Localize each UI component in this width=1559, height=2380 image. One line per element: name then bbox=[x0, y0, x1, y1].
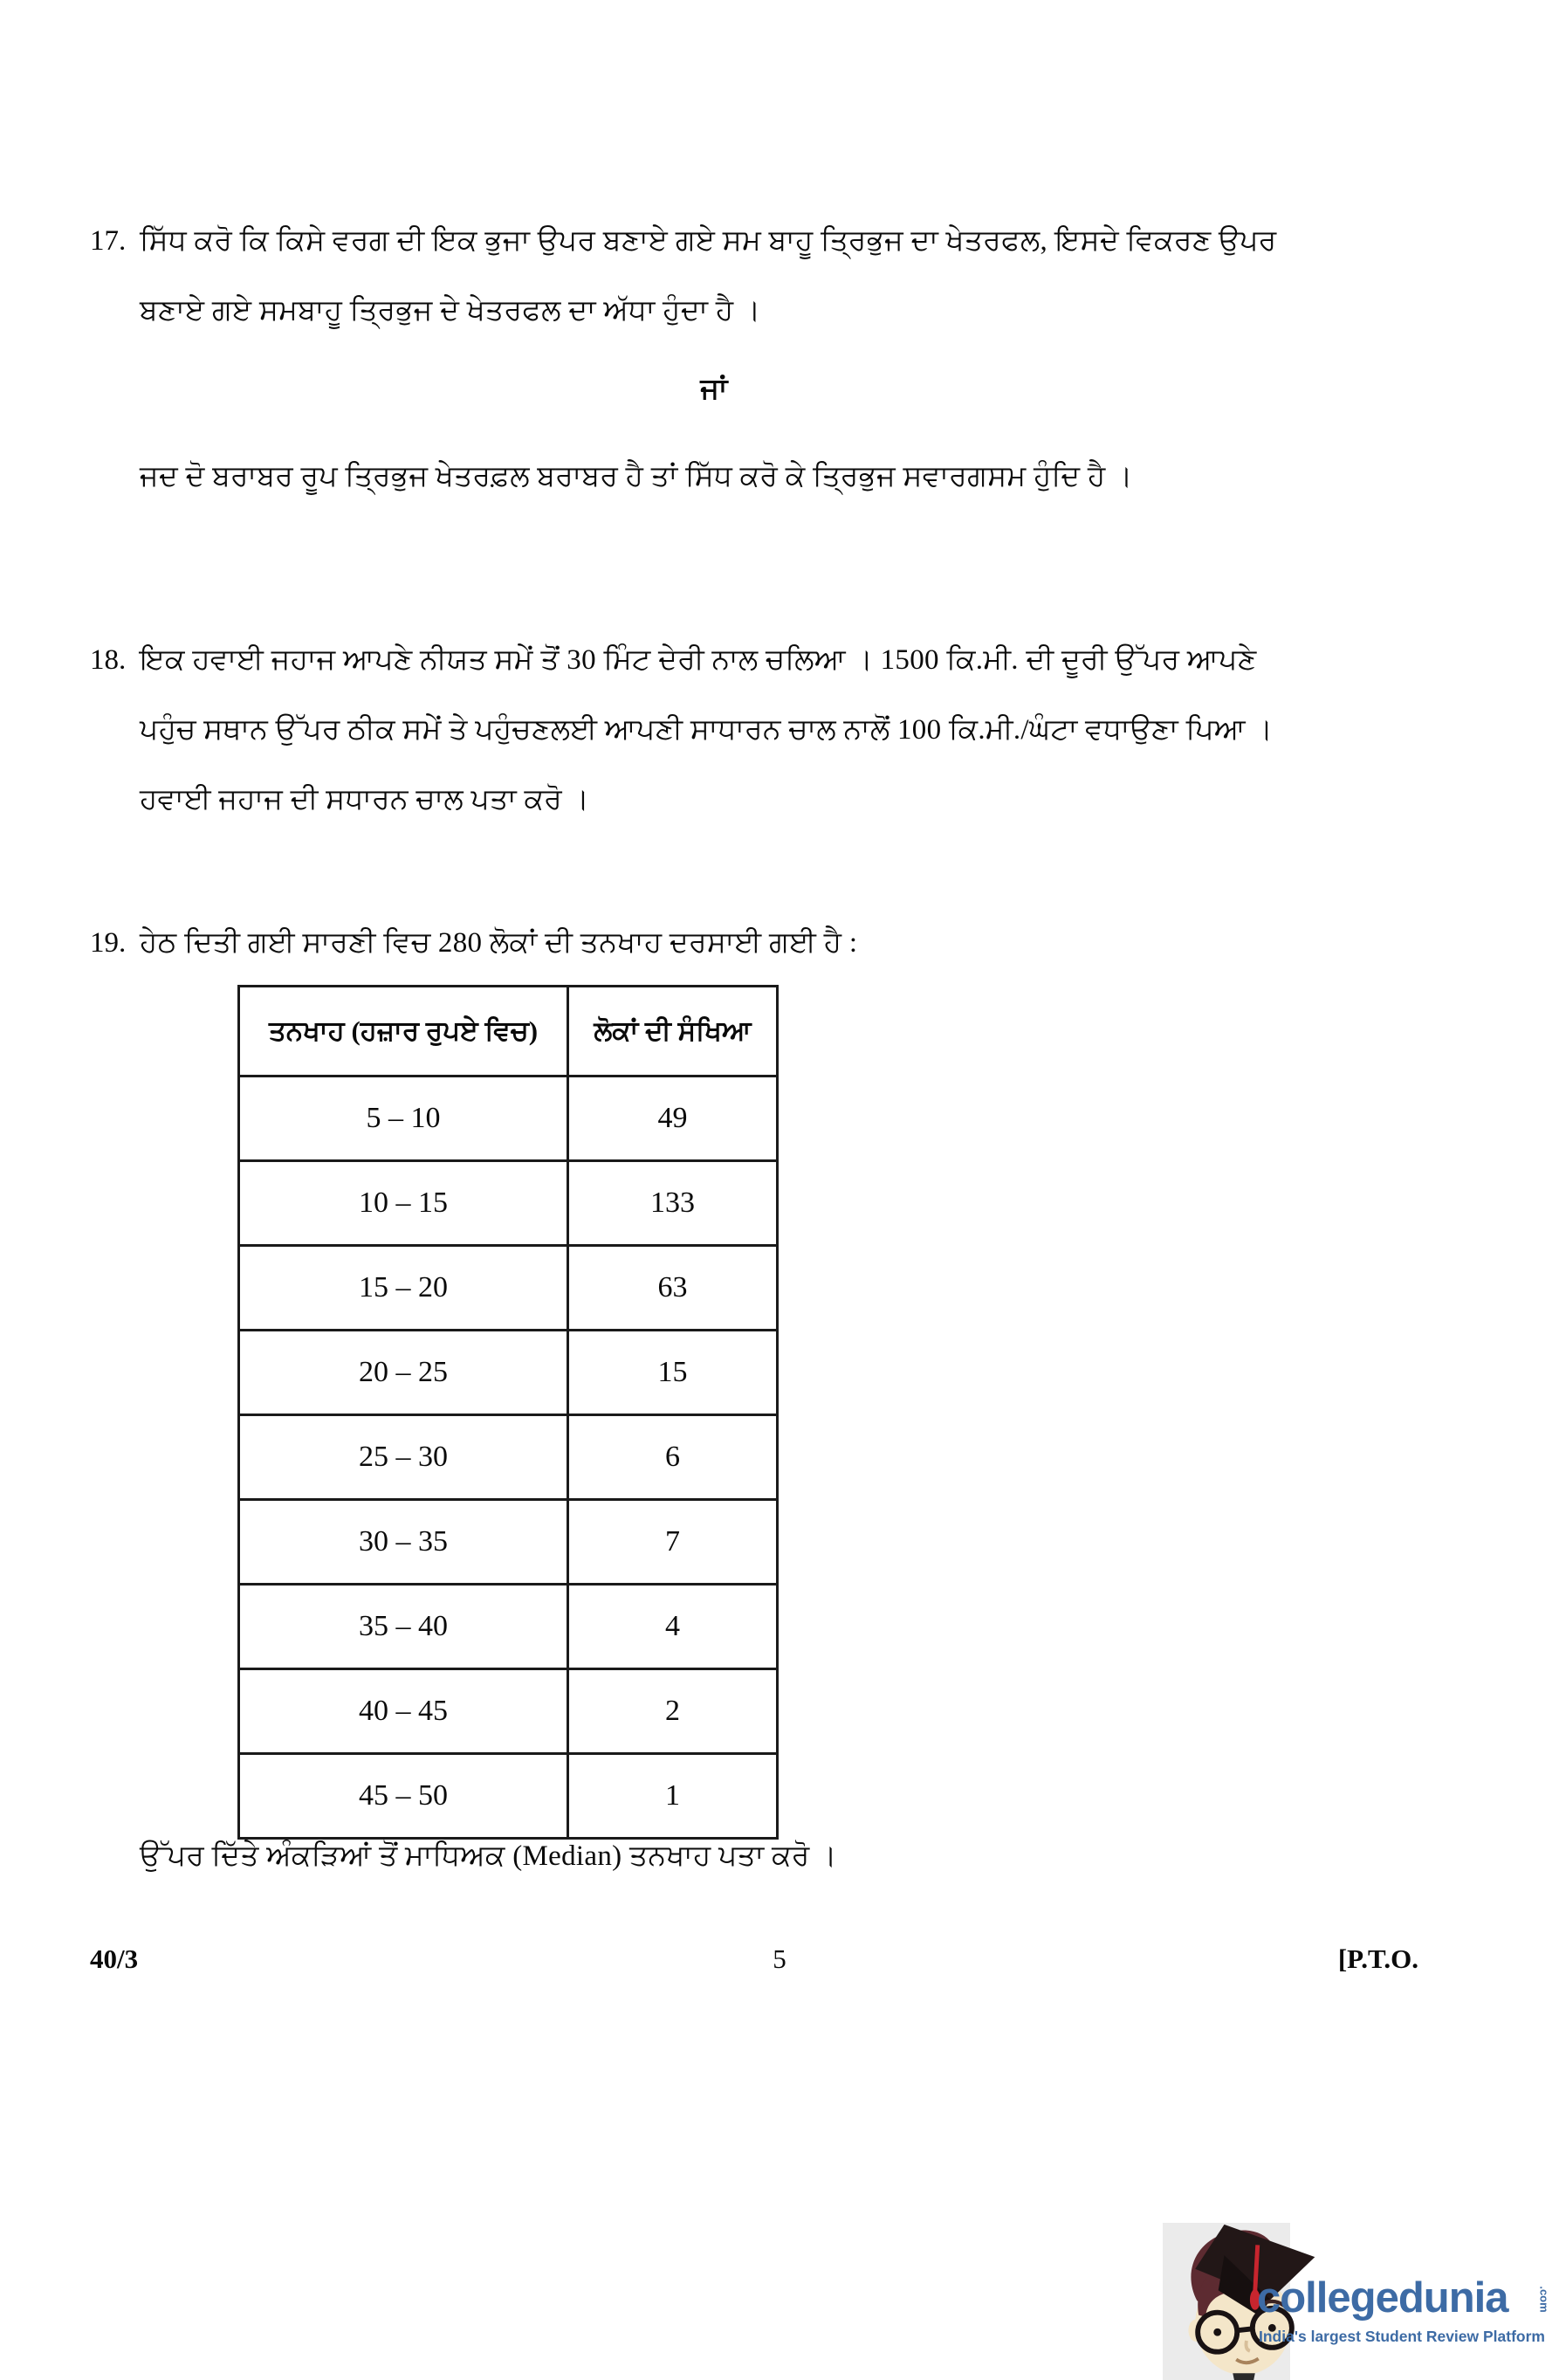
salary-range-cell: 35 – 40 bbox=[239, 1585, 568, 1669]
question-18-number: 18. bbox=[90, 644, 127, 676]
question-19-line-1: ਹੇਠ ਦਿਤੀ ਗਈ ਸਾਰਣੀ ਵਿਚ 280 ਲੋਕਾਂ ਦੀ ਤਨਖਾਹ ਦਰਸਾਈ ਗਈ ਹੈ : bbox=[140, 927, 858, 959]
collegedunia-wordmark: collegedunia bbox=[1257, 2274, 1508, 2322]
paper-code: 40/3 bbox=[90, 1943, 139, 1974]
table-row bbox=[239, 1669, 778, 1754]
table-row bbox=[239, 1754, 778, 1839]
people-count-cell: 6 bbox=[568, 1415, 778, 1500]
people-count-cell: 133 bbox=[568, 1161, 778, 1246]
salary-frequency-table bbox=[237, 985, 779, 1840]
table-header-people-count: ਲੋਕਾਂ ਦੀ ਸੰਖਿਆ bbox=[568, 987, 778, 1077]
question-19-number: 19. bbox=[90, 927, 127, 959]
people-count-cell: 4 bbox=[568, 1585, 778, 1669]
question-17-or-line: ਜਦ ਦੋ ਬਰਾਬਰ ਰੂਪ ਤ੍ਰਿਭੁਜ ਖੇਤਰਫ਼ਲ ਬਰਾਬਰ ਹੈ ਤਾਂ ਸਿੱਧ ਕਰੋ ਕੇ ਤ੍ਰਿਭੁਜ ਸਵਾਰਗਸਮ ਹੁੰਦਿ ਹੈ । bbox=[140, 461, 1133, 492]
question-17-line-2: ਬਣਾਏ ਗਏ ਸਮਬਾਹੂ ਤ੍ਰਿਭੁਜ ਦੇ ਖੇਤਰਫਲ ਦਾ ਅੱਧਾ ਹੁੰਦਾ ਹੈ । bbox=[140, 295, 761, 327]
table-row bbox=[239, 1077, 778, 1161]
question-18-line-1: ਇਕ ਹਵਾਈ ਜਹਾਜ ਆਪਣੇ ਨੀਯਤ ਸਮੇਂ ਤੋਂ 30 ਮਿੰਟ ਦੇਰੀ ਨਾਲ ਚਲਿਆ । 1500 ਕਿ.ਮੀ. ਦੀ ਦੂਰੀ ਉੱਪਰ ਆਪਣੇ bbox=[140, 644, 1257, 676]
collegedunia-tld: .com bbox=[1537, 2286, 1551, 2313]
salary-range-cell: 15 – 20 bbox=[239, 1246, 568, 1331]
question-17-line-1: ਸਿੱਧ ਕਰੋ ਕਿ ਕਿਸੇ ਵਰਗ ਦੀ ਇਕ ਭੁਜਾ ਉਪਰ ਬਣਾਏ ਗਏ ਸਮ ਬਾਹੂ ਤ੍ਰਿਭੁਜ ਦਾ ਖੇਤਰਫਲ, ਇਸਦੇ ਵਿਕਰਣ ਉਪਰ bbox=[140, 225, 1277, 257]
salary-range-cell: 10 – 15 bbox=[239, 1161, 568, 1246]
table-row bbox=[239, 1246, 778, 1331]
salary-range-cell: 40 – 45 bbox=[239, 1669, 568, 1754]
question-19-footnote: ਉੱਪਰ ਦਿੱਤੇ ਅੰਕੜਿਆਂ ਤੋਂ ਮਾਧਿਅਕ (Median) ਤਨਖਾਹ ਪਤਾ ਕਰੋ । bbox=[140, 1840, 837, 1872]
table-header-row bbox=[239, 987, 778, 1077]
salary-range-cell: 20 – 25 bbox=[239, 1331, 568, 1415]
table-row bbox=[239, 1500, 778, 1585]
table-row bbox=[239, 1161, 778, 1246]
question-17-or-separator: ਜਾਂ bbox=[700, 374, 728, 405]
people-count-cell: 15 bbox=[568, 1331, 778, 1415]
table-row bbox=[239, 1415, 778, 1500]
question-17-number: 17. bbox=[90, 225, 127, 257]
people-count-cell: 49 bbox=[568, 1077, 778, 1161]
salary-range-cell: 30 – 35 bbox=[239, 1500, 568, 1585]
question-18-line-3: ਹਵਾਈ ਜਹਾਜ ਦੀ ਸਧਾਰਨ ਚਾਲ ਪਤਾ ਕਰੋ । bbox=[140, 784, 590, 815]
collegedunia-logo bbox=[1145, 2218, 1559, 2380]
salary-range-cell: 25 – 30 bbox=[239, 1415, 568, 1500]
people-count-cell: 2 bbox=[568, 1669, 778, 1754]
page-number: 5 bbox=[773, 1943, 786, 1974]
salary-range-cell: 45 – 50 bbox=[239, 1754, 568, 1839]
salary-range-cell: 5 – 10 bbox=[239, 1077, 568, 1161]
people-count-cell: 63 bbox=[568, 1246, 778, 1331]
people-count-cell: 1 bbox=[568, 1754, 778, 1839]
collegedunia-tagline: India's largest Student Review Platform bbox=[1259, 2328, 1545, 2345]
table-header-salary: ਤਨਖਾਹ (ਹਜ਼ਾਰ ਰੁਪਏ ਵਿਚ) bbox=[239, 987, 568, 1077]
people-count-cell: 7 bbox=[568, 1500, 778, 1585]
table-row bbox=[239, 1585, 778, 1669]
table-row bbox=[239, 1331, 778, 1415]
question-18-line-2: ਪਹੁੰਚ ਸਥਾਨ ਉੱਪਰ ਠੀਕ ਸਮੇਂ ਤੇ ਪਹੁੰਚਣਲਈ ਆਪਣੀ ਸਾਧਾਰਨ ਚਾਲ ਨਾਲੋਂ 100 ਕਿ.ਮੀ./ਘੰਟਾ ਵਧਾਉਣਾ ਪਿਆ । bbox=[140, 714, 1274, 746]
pto-label: [P.T.O. bbox=[1337, 1943, 1418, 1974]
